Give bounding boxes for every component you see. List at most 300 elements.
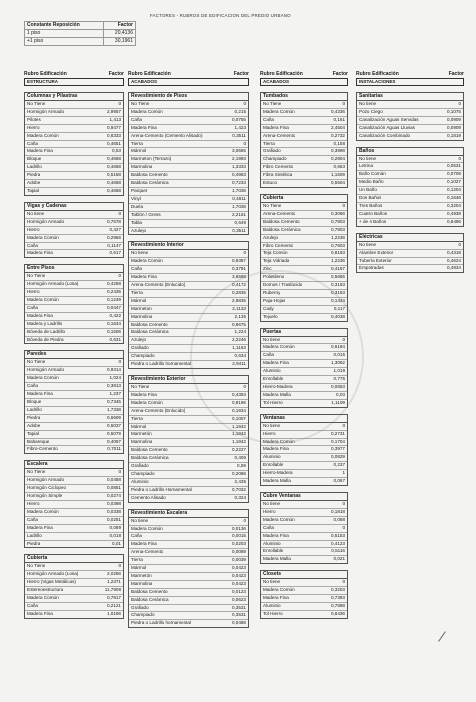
table-row [25, 281, 123, 289]
row-label: Hormigón Ciclopeo [27, 485, 67, 491]
row-label: Tierra [263, 140, 275, 146]
table-row [357, 125, 463, 133]
column-header-factor: Factor [332, 71, 348, 77]
table-row [129, 518, 248, 526]
row-label: Baldosa Cemento [131, 588, 168, 594]
row-label: Hierro-Madera [263, 384, 293, 389]
table-row [129, 164, 248, 172]
row-label: Caña [263, 116, 274, 122]
row-value: 0,8196 [231, 399, 246, 405]
table-row [25, 469, 123, 477]
row-label: Bóveda de Piedra [27, 336, 64, 342]
table-row [261, 478, 347, 485]
row-value: 0,8163 [330, 250, 345, 256]
row-label: Aluminio [263, 368, 281, 374]
row-value: 0,9314 [106, 367, 121, 373]
row-label: Madera Fina [27, 250, 53, 256]
row-label: Caña [263, 352, 274, 358]
row-label: Madera Fina [131, 274, 157, 280]
row-label: Ladrillo [27, 532, 42, 538]
section-title: Paredes [25, 351, 123, 359]
row-value: 0,6436 [330, 610, 345, 616]
row-label: Aluminio [263, 454, 281, 460]
row-value: 0,4668 [106, 164, 121, 170]
table-row [129, 250, 248, 258]
row-value: 0,7803 [330, 226, 345, 232]
table-row [25, 117, 123, 125]
table-row [129, 620, 248, 627]
table-row [25, 141, 123, 149]
row-value: 0,7817 [106, 595, 121, 601]
table-row [261, 141, 347, 149]
row-value: 0,4963 [231, 172, 246, 178]
row-label: Madera Fina [27, 148, 53, 154]
row-label: Azulejo [131, 337, 147, 343]
row-label: Piedra o Ladrillo Hornamental [131, 486, 192, 492]
table-row [261, 587, 347, 595]
table-row [129, 148, 248, 156]
row-value: 0,2732 [330, 132, 345, 138]
row-label: Cemento Alisado [131, 494, 166, 500]
row-value: 0,067 [333, 478, 345, 484]
row-value: 0 [243, 384, 246, 389]
row-label: Canalización Aguas Lluvias [359, 124, 415, 130]
row-label: Madera Fina [27, 524, 53, 530]
row-value: 0,2731 [330, 430, 345, 436]
table-row [25, 517, 123, 525]
column-header-label: Rubro Edificación [356, 71, 399, 77]
row-value: 0,4811 [232, 195, 246, 201]
row-value: 0,1934 [231, 407, 246, 413]
row-value: 0,0447 [106, 304, 121, 310]
table-row [25, 595, 123, 603]
row-label: Tablón / Gress [131, 211, 161, 217]
table-row [357, 133, 463, 140]
row-label: Fibra Sintética [263, 172, 293, 178]
table-row [25, 579, 123, 587]
table-row [129, 479, 248, 487]
row-value: 2,1133 [232, 305, 246, 311]
row-label: Arena-Cemento [263, 132, 296, 138]
row-label: No Tiene [27, 273, 46, 279]
row-value: 0,117 [333, 305, 345, 311]
row-value: 0,4038 [330, 313, 345, 319]
row-label: Madera Común [263, 344, 295, 350]
row-value: 0,3531 [231, 604, 246, 610]
table-row [129, 212, 248, 220]
row-value: 0,01 [112, 540, 121, 546]
row-label: Madera Fina [263, 532, 289, 538]
row-label: Grafiado [131, 604, 149, 610]
table-row [261, 125, 347, 133]
table-row [25, 148, 123, 156]
table-row [25, 611, 123, 618]
row-label: Madera Común [27, 234, 59, 240]
table-row [25, 415, 123, 423]
row-value: 0,0123 [231, 588, 246, 594]
column-category: ACABADOS [260, 78, 348, 86]
section-table [356, 233, 464, 274]
factor-column [24, 71, 124, 625]
table-row [25, 375, 123, 383]
section-title: Closets [261, 571, 347, 579]
table-row [129, 188, 248, 196]
table-row [261, 219, 347, 227]
row-label: Teja Vidriada [263, 258, 290, 264]
row-label: Madera Común [131, 258, 163, 264]
row-label: Cady [263, 305, 274, 311]
table-row [261, 164, 347, 172]
row-label: Mármol [131, 565, 147, 571]
table-row [129, 589, 248, 597]
row-label: Baldosa Cemento [131, 172, 168, 178]
row-label: Hormigón Armado (Losa) [27, 281, 79, 287]
section-title: Escalera [25, 461, 123, 469]
table-row [25, 125, 123, 133]
table-row [25, 164, 123, 172]
row-value: 0 [458, 155, 461, 161]
row-label: Fibro Cemento [263, 164, 294, 170]
row-label: Marmolina [131, 313, 153, 319]
row-value: 0,2435 [106, 289, 121, 295]
row-value: 0,0039 [231, 557, 246, 563]
row-label: Arena-Cemento (Cemento Alisado) [131, 132, 203, 138]
row-value: 2,2246 [231, 337, 246, 343]
row-label: Bloque [27, 399, 42, 404]
row-label: Baldosa Cerámica [263, 226, 301, 232]
row-label: Baldosa Cerámica [131, 596, 169, 602]
row-label: Tapial [27, 430, 40, 436]
row-value: 0,3813 [106, 383, 121, 389]
table-row [261, 133, 347, 141]
row-label: Madera Común [27, 508, 59, 514]
row-value: 0,0089 [231, 549, 246, 555]
row-value: 0 [458, 241, 461, 247]
row-value: 0 [342, 202, 345, 208]
row-value: 0 [342, 579, 345, 585]
table-row [129, 597, 248, 605]
row-label: Ladrillo [27, 164, 42, 170]
row-value: 0 [118, 273, 121, 279]
row-label: Tierra [131, 140, 143, 146]
row-value: 0,4123 [330, 540, 345, 546]
row-value: 0,3977 [330, 446, 345, 452]
table-row [261, 148, 347, 156]
row-label: Madera Común [131, 108, 163, 114]
table-row [129, 439, 248, 447]
row-label: Azulejo [263, 234, 279, 240]
row-value: 0,406 [234, 455, 246, 461]
row-value: 0,7032 [231, 486, 246, 492]
row-value: 0,0274 [106, 493, 121, 499]
table-row [261, 556, 347, 563]
row-value: 0,237 [333, 462, 345, 468]
row-value: 0,649 [234, 219, 246, 225]
section-table [24, 460, 124, 548]
row-label: Aluminio [263, 540, 281, 546]
table-row [25, 329, 123, 337]
row-label: No Tiene [263, 202, 282, 208]
table-row [357, 109, 463, 117]
row-label: Caña [263, 524, 274, 530]
section-title: Revestimiento Interior [129, 242, 248, 250]
row-label: Champiado [131, 470, 155, 476]
row-label: Tejuelo [263, 313, 278, 319]
row-value: 0,1007 [231, 415, 246, 421]
table-row [261, 603, 347, 611]
table-row [261, 548, 347, 556]
row-label: No tiene [263, 500, 281, 506]
table-row [25, 235, 123, 243]
table-row [261, 541, 347, 549]
section-title: Sanitarias [357, 93, 463, 101]
table-row [129, 471, 248, 479]
row-label: Caña [27, 602, 38, 608]
table-row [25, 563, 123, 571]
row-value: 0,4172 [231, 282, 246, 288]
row-value: 0,015 [333, 352, 345, 358]
row-value: 0,617 [109, 250, 121, 256]
row-value: 0,7603 [330, 242, 345, 248]
row-value: 0,3204 [446, 202, 461, 208]
row-value: 0 [342, 101, 345, 106]
row-label: Arena-Cemento (Enlucido) [131, 407, 186, 413]
row-value: 20,4136 [104, 30, 136, 38]
row-label: No Tiene [131, 384, 150, 389]
table-row [261, 172, 347, 180]
table-row [25, 180, 123, 188]
section-table [24, 202, 124, 258]
row-value: 0,631 [109, 336, 121, 342]
table-row [129, 180, 248, 188]
row-label: Canalización Aguas Servidas [359, 116, 419, 122]
row-value: 2,135 [234, 313, 246, 319]
row-label: Piedra [27, 540, 41, 546]
row-value: 1 [342, 470, 345, 476]
table-row [25, 156, 123, 164]
row-value: 0 [458, 101, 461, 106]
row-label: Mármol [131, 148, 147, 154]
row-label: Estereoestructura [27, 587, 64, 593]
table-row [357, 117, 463, 125]
row-label: Hierro [27, 289, 40, 295]
table-row [357, 187, 463, 195]
table-row [357, 211, 463, 219]
table-row [129, 605, 248, 613]
row-value: 0,4268 [106, 281, 121, 287]
row-value: 2,4504 [330, 124, 345, 130]
row-value: 1,224 [234, 329, 246, 335]
row-value: 0,7678 [106, 218, 121, 224]
table-row [129, 228, 248, 235]
table-row [25, 399, 123, 407]
row-label: Bahareque [27, 438, 50, 444]
section-table [128, 509, 249, 629]
row-value: 0,634 [234, 353, 246, 359]
table-row [357, 163, 463, 171]
table-row [25, 101, 123, 109]
table-row [25, 109, 123, 117]
section-table [356, 147, 464, 227]
row-value: 1,1163 [232, 345, 246, 351]
row-value: 0,4336 [330, 108, 345, 114]
row-value: 0,018 [109, 532, 121, 538]
row-value: 0,1818 [330, 508, 345, 514]
row-label: Marmetón [131, 572, 152, 578]
row-label: Baldosa Cerámica [131, 329, 169, 335]
table-row [357, 219, 463, 226]
column-header [24, 71, 124, 78]
page-title: FACTORES - RUBROS DE EDIFICACION DEL PREDIO URBANO [150, 13, 291, 18]
row-value: 0,3511 [232, 227, 246, 233]
row-value: 0 [118, 359, 121, 365]
row-value: 1,3333 [231, 164, 246, 170]
row-value: 0,1249 [106, 297, 121, 303]
row-label: No Tiene [27, 469, 46, 475]
row-value: 1,1109 [331, 399, 345, 405]
row-label: Madera Fina [263, 446, 289, 452]
row-value: 0,3791 [231, 266, 246, 272]
header-cell: Factor [104, 22, 136, 30]
row-label: Madera Común [263, 438, 295, 444]
row-label: Enrollable [263, 548, 284, 554]
row-label: Caña [27, 304, 38, 310]
row-label: Polietileno [263, 274, 285, 280]
table-row [129, 156, 248, 164]
row-label: Baldosa Cemento [131, 447, 168, 453]
section-title: Tumbados [261, 93, 347, 101]
row-label: Madera Fina [27, 610, 53, 616]
row-label: Caña [27, 516, 38, 522]
row-value: 0,1819 [446, 132, 461, 138]
row-value: 1,1509 [330, 172, 345, 178]
table-row [25, 273, 123, 281]
row-value: 0,6333 [106, 132, 121, 138]
row-label: +1 piso [25, 38, 104, 46]
row-label: Dos Baños [359, 195, 382, 201]
row-label: Madera Malla [263, 556, 291, 562]
row-label: Madera Malla [263, 391, 291, 397]
table-row [25, 367, 123, 375]
table-row [261, 533, 347, 541]
row-label: Madera Común [27, 375, 59, 381]
section-title: Revestimiento Escalera [129, 510, 248, 518]
section-table [260, 492, 348, 564]
row-label: Madera Fina [27, 391, 53, 397]
row-value: 0 [243, 140, 246, 146]
row-label: Pozo Ciego [359, 108, 383, 114]
row-label: Fibro Cemento [263, 242, 294, 248]
row-label: Madera Común [27, 132, 59, 138]
row-value: 0,088 [333, 516, 345, 522]
row-value: 0,2086 [231, 470, 246, 476]
row-label: Duela [131, 203, 144, 209]
row-value: 1,2371 [106, 579, 121, 585]
table-row [25, 439, 123, 447]
table-row [357, 250, 463, 258]
row-label: Ruberoy [263, 289, 281, 295]
row-value: 2,1993 [231, 156, 246, 162]
row-label: Hierro [27, 226, 40, 232]
row-value: 0,0531 [446, 163, 461, 169]
row-value: 0,1634 [106, 320, 121, 326]
row-value: 0,59 [237, 463, 246, 469]
row-value: 0,0203 [231, 541, 246, 547]
table-row [261, 470, 347, 478]
row-label: Ladrillo [27, 406, 42, 412]
row-label: Cuatro Baños [359, 210, 388, 216]
factor-column [356, 71, 464, 279]
table-row [129, 117, 248, 125]
row-label: Marmetón [131, 431, 152, 437]
table-row [25, 501, 123, 509]
row-value: 0,1027 [446, 179, 461, 185]
row-value: 0,7011 [107, 446, 121, 452]
row-value: 0,4938 [446, 210, 461, 216]
table-row [25, 603, 123, 611]
row-label: Bloque [27, 156, 42, 162]
row-value: 0,1704 [330, 438, 345, 444]
section-table [260, 570, 348, 619]
table-row [261, 250, 347, 258]
row-value: 0,324 [234, 494, 246, 500]
row-value: 0 [118, 210, 121, 216]
row-value: 0,6675 [231, 321, 246, 327]
table-row [129, 141, 248, 149]
column-category: ESTRUCTURA [24, 78, 124, 86]
table-row [129, 533, 248, 541]
table-row [25, 305, 123, 313]
table-row [129, 101, 248, 109]
table-row [261, 595, 347, 603]
row-value: 0,9387 [231, 258, 246, 264]
row-value: 0,2904 [330, 156, 345, 162]
row-label: Grafiado [131, 463, 149, 469]
row-label: Hormigón Simple [27, 493, 63, 499]
row-label: Enrollable [263, 462, 284, 468]
row-label: Hierro-Madera [263, 470, 293, 476]
row-value: 0,6184 [330, 344, 345, 350]
row-value: 0 [118, 563, 121, 569]
row-value: 0 [243, 517, 246, 523]
row-label: Grafiado [131, 345, 149, 351]
table-row [129, 204, 248, 212]
reposition-table [24, 21, 136, 46]
row-label: No tiene [263, 336, 281, 342]
row-value: 0,5153 [330, 532, 345, 538]
row-label: Aluminio [263, 602, 281, 608]
row-value: 0,0755 [231, 116, 246, 122]
table-row [261, 117, 347, 125]
row-label: Madera Común [263, 587, 295, 593]
table-row [129, 274, 248, 282]
row-value: 0,0851 [106, 485, 121, 491]
row-label: Piedra o Ladrillo hornamental [131, 620, 192, 626]
row-label: Madera Fina [263, 595, 289, 601]
row-label: Madera Común [27, 297, 59, 303]
row-value: 0 [118, 101, 121, 106]
table-row [357, 195, 463, 203]
row-value: 1,7036 [231, 187, 246, 193]
row-value: 0 [342, 500, 345, 506]
row-label: Tabla [131, 219, 142, 225]
row-value: 3,0665 [231, 148, 246, 154]
row-value: 0,4167 [330, 266, 345, 272]
table-row [25, 219, 123, 227]
row-value: 0,4318 [446, 249, 461, 255]
row-label: Caña [27, 383, 38, 389]
table-row [25, 423, 123, 431]
